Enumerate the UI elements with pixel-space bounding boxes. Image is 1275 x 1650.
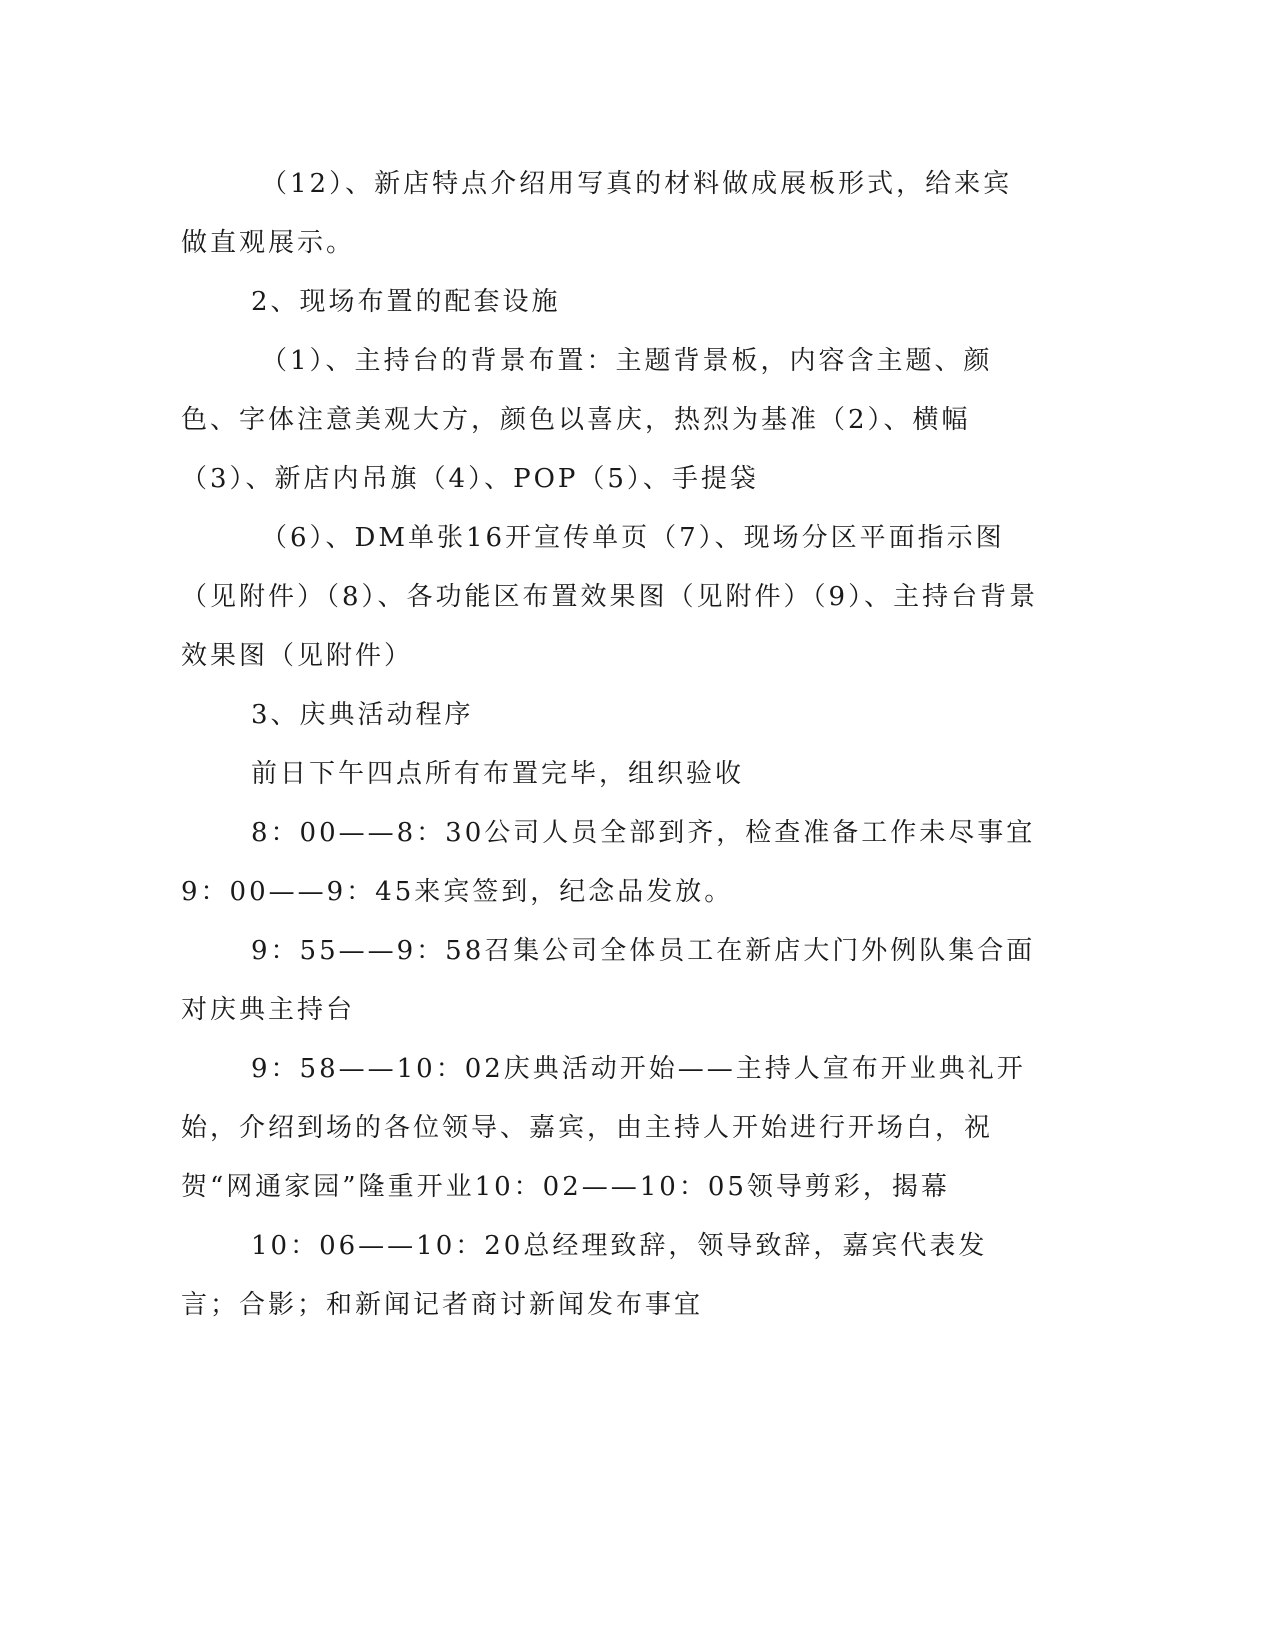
paragraph-schedule-assembly: 9：55——9：58召集公司全体员工在新店大门外例队集合面对庆典主持台 [181, 936, 1036, 1025]
paragraph-stage-background: （1）、主持台的背景布置：主题背景板，内容含主题、颜色、字体注意美观大方，颜色以喜庆，热烈为基准（2）、横幅（3）、新店内吊旗（4）、POP（5）、手提袋 [181, 346, 993, 494]
paragraph-schedule-opening: 9：58——10：02庆典活动开始——主持人宣布开业典礼开始，介绍到场的各位领导、嘉宾，由主持人开始进行开场白，祝贺“网通家园”隆重开业10：02——10：05领导剪彩，揭幕 [181, 1054, 1026, 1202]
paragraph-schedule-arrival: 8：00——8：30公司人员全部到齐，检查准备工作未尽事宜9：00——9：45来宾签到，纪念品发放。 [181, 818, 1036, 907]
heading-ceremony-program: 3、庆典活动程序 [251, 700, 474, 730]
paragraph-dm-leaflet: （6）、DM单张16开宣传单页（7）、现场分区平面指示图（见附件）（8）、各功能区布置效果图（见附件）（9）、主持台背景效果图（见附件） [181, 523, 1039, 671]
paragraph-schedule-speeches: 10：06——10：20总经理致辞，领导致辞，嘉宾代表发言；合影；和新闻记者商讨新闻发布事宜 [181, 1231, 988, 1320]
document-body [181, 155, 1041, 1335]
paragraph-setup-acceptance: 前日下午四点所有布置完毕，组织验收 [251, 759, 745, 789]
paragraph-new-store-display: （12）、新店特点介绍用写真的材料做成展板形式，给来宾做直观展示。 [181, 169, 1013, 258]
heading-supporting-facilities: 2、现场布置的配套设施 [251, 287, 561, 317]
